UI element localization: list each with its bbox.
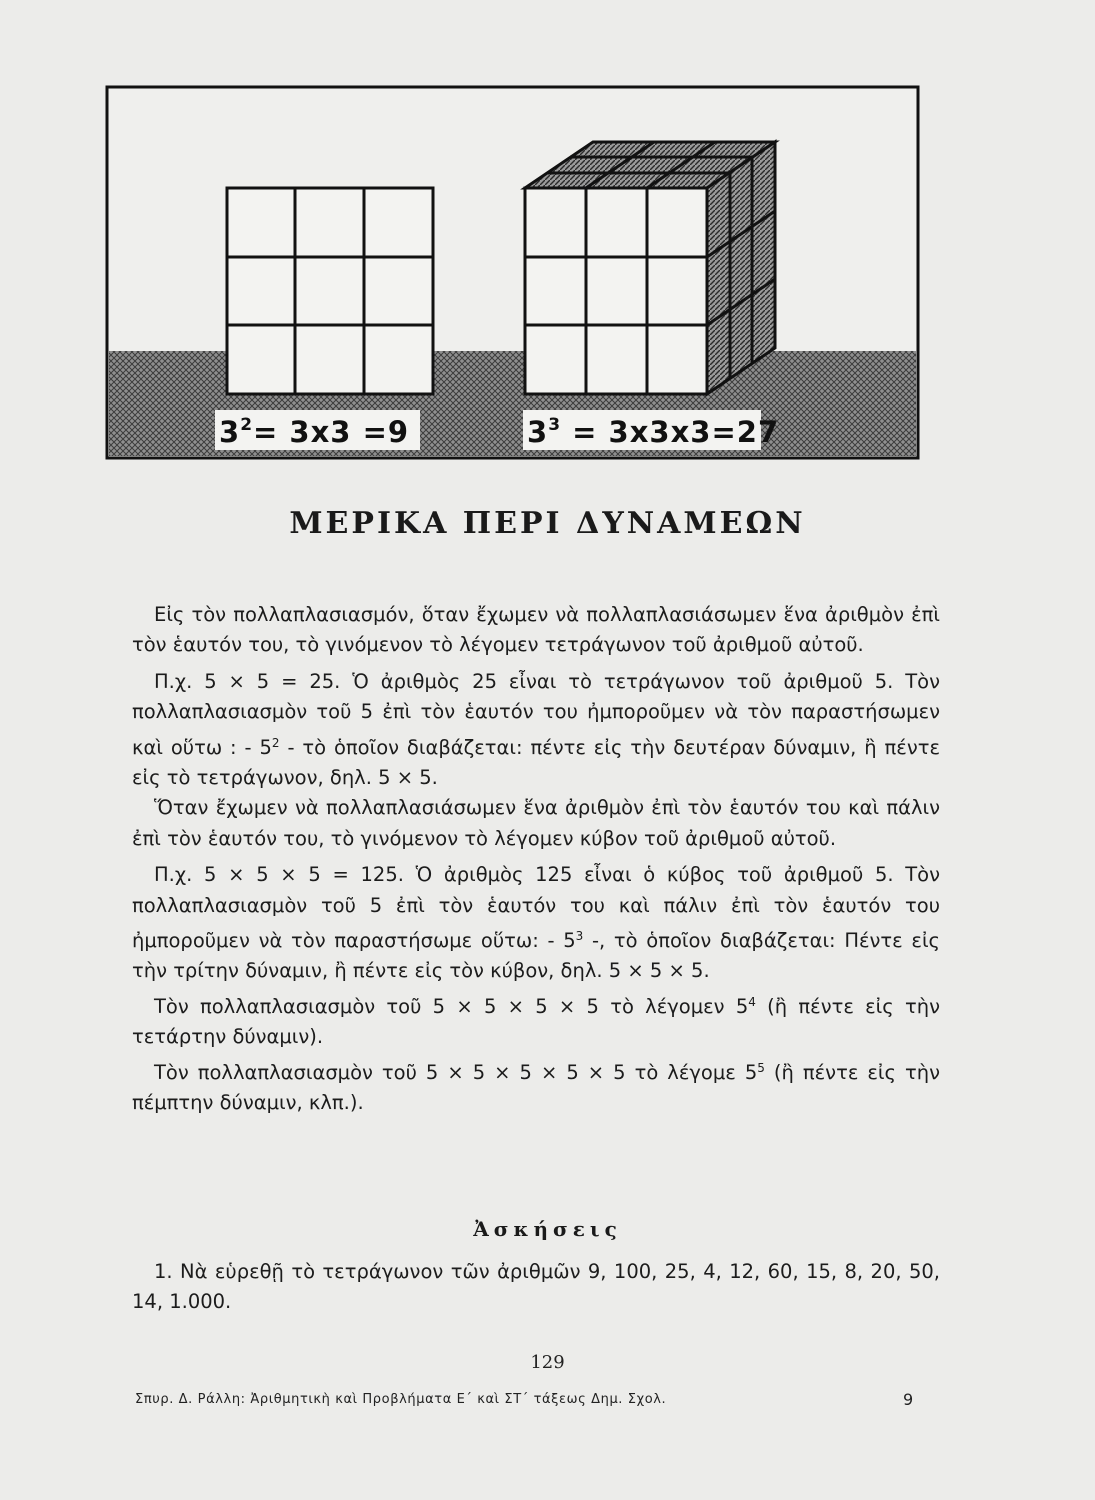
- body-text: [132, 600, 940, 1119]
- cube-caption: $3^3 = 3x3x3=27$: [527, 415, 780, 449]
- cube-drawing: [525, 142, 775, 394]
- page-number: 129: [530, 1352, 565, 1373]
- exercise-list: [132, 1257, 940, 1318]
- exercises-heading: Ἀσκήσεις: [473, 1217, 622, 1241]
- section-heading: ΜΕΡΙΚΑ ΠΕΡΙ ΔΥΝΑΜΕΩΝ: [289, 506, 806, 541]
- square-caption: $3^2= 3x3 =9$: [219, 415, 410, 449]
- exercise-item: 1. Νὰ εὑρεθῇ τὸ τετράγωνον τῶν ἀριθμῶν 9, 100, 25, 4, 12, 60, 15, 8, 20, 50, 14, 1.000.: [132, 1260, 940, 1314]
- paragraph-square-example: Π.χ. 5 × 5 = 25. Ὁ ἀριθμὸς 25 εἶναι τὸ τετράγωνον τοῦ ἀριθμοῦ 5. Τὸν πολλαπλασιασμὸν τοῦ 5 ἐπὶ τὸν ἑαυτόν του ἠμποροῦμεν νὰ τὸν παραστήσωμεν καὶ οὕτω : - $5^2$ - τὸ ὁποῖον διαβάζεται: πέντε εἰς τὴν δευτέραν δύναμιν, ἢ πέντε εἰς τὸ τετράγωνον, δηλ. 5 × 5.: [132, 669, 940, 790]
- paragraph-fifth-power: Τὸν πολλαπλασιασμὸν τοῦ 5 × 5 × 5 × 5 × 5 τὸ λέγομε $5^5$ (ἢ πέντε εἰς τὴν πέμπτην δύναμιν, κλπ.).: [132, 1060, 940, 1115]
- square-grid: [227, 188, 433, 394]
- paragraph-fourth-power: Τὸν πολλαπλασιασμὸν τοῦ 5 × 5 × 5 × 5 τὸ λέγομεν $5^4$ (ἢ πέντε εἰς τὴν τετάρτην δύναμιν).: [132, 994, 940, 1049]
- paragraph-cube-example: Π.χ. 5 × 5 × 5 = 125. Ὁ ἀριθμὸς 125 εἶναι ὁ κύβος τοῦ ἀριθμοῦ 5. Τὸν πολλαπλασιασμὸν τοῦ 5 ἐπὶ τὸν ἑαυτόν του καὶ πάλιν ἐπὶ τὸν ἑαυτόν του ἠμποροῦμεν νὰ τὸν παραστήσωμε οὕτω: - $5^3$ -, τὸ ὁποῖον διαβάζεται: Πέντε εἰς τὴν τρίτην δύναμιν, ἢ πέντε εἰς τὸν κύβον, δηλ. 5 × 5 × 5.: [132, 863, 940, 983]
- printer-signature: 9: [903, 1390, 914, 1409]
- paragraph-square-definition: Εἰς τὸν πολλαπλασιασμόν, ὅταν ἔχωμεν νὰ πολλαπλασιάσωμεν ἕνα ἀριθμὸν ἐπὶ τὸν ἑαυτόν του, τὸ γινόμενον τὸ λέγομεν τετράγωνον τοῦ ἀριθμοῦ αὐτοῦ.: [132, 603, 940, 657]
- footer-citation: Σπυρ. Δ. Ράλλη: Ἀριθμητικὴ καὶ Προβλήματα Ε΄ καὶ ΣΤ΄ τάξεως Δημ. Σχολ.: [135, 1392, 667, 1407]
- square-and-cube-illustration: [105, 85, 920, 460]
- paragraph-cube-definition: Ὅταν ἔχωμεν νὰ πολλαπλασιάσωμεν ἕνα ἀριθμὸν ἐπὶ τὸν ἑαυτόν του καὶ πάλιν ἐπὶ τὸν ἑαυτόν του, τὸ γινόμενον τὸ λέγομεν κύβον τοῦ ἀριθμοῦ αὐτοῦ.: [132, 796, 940, 850]
